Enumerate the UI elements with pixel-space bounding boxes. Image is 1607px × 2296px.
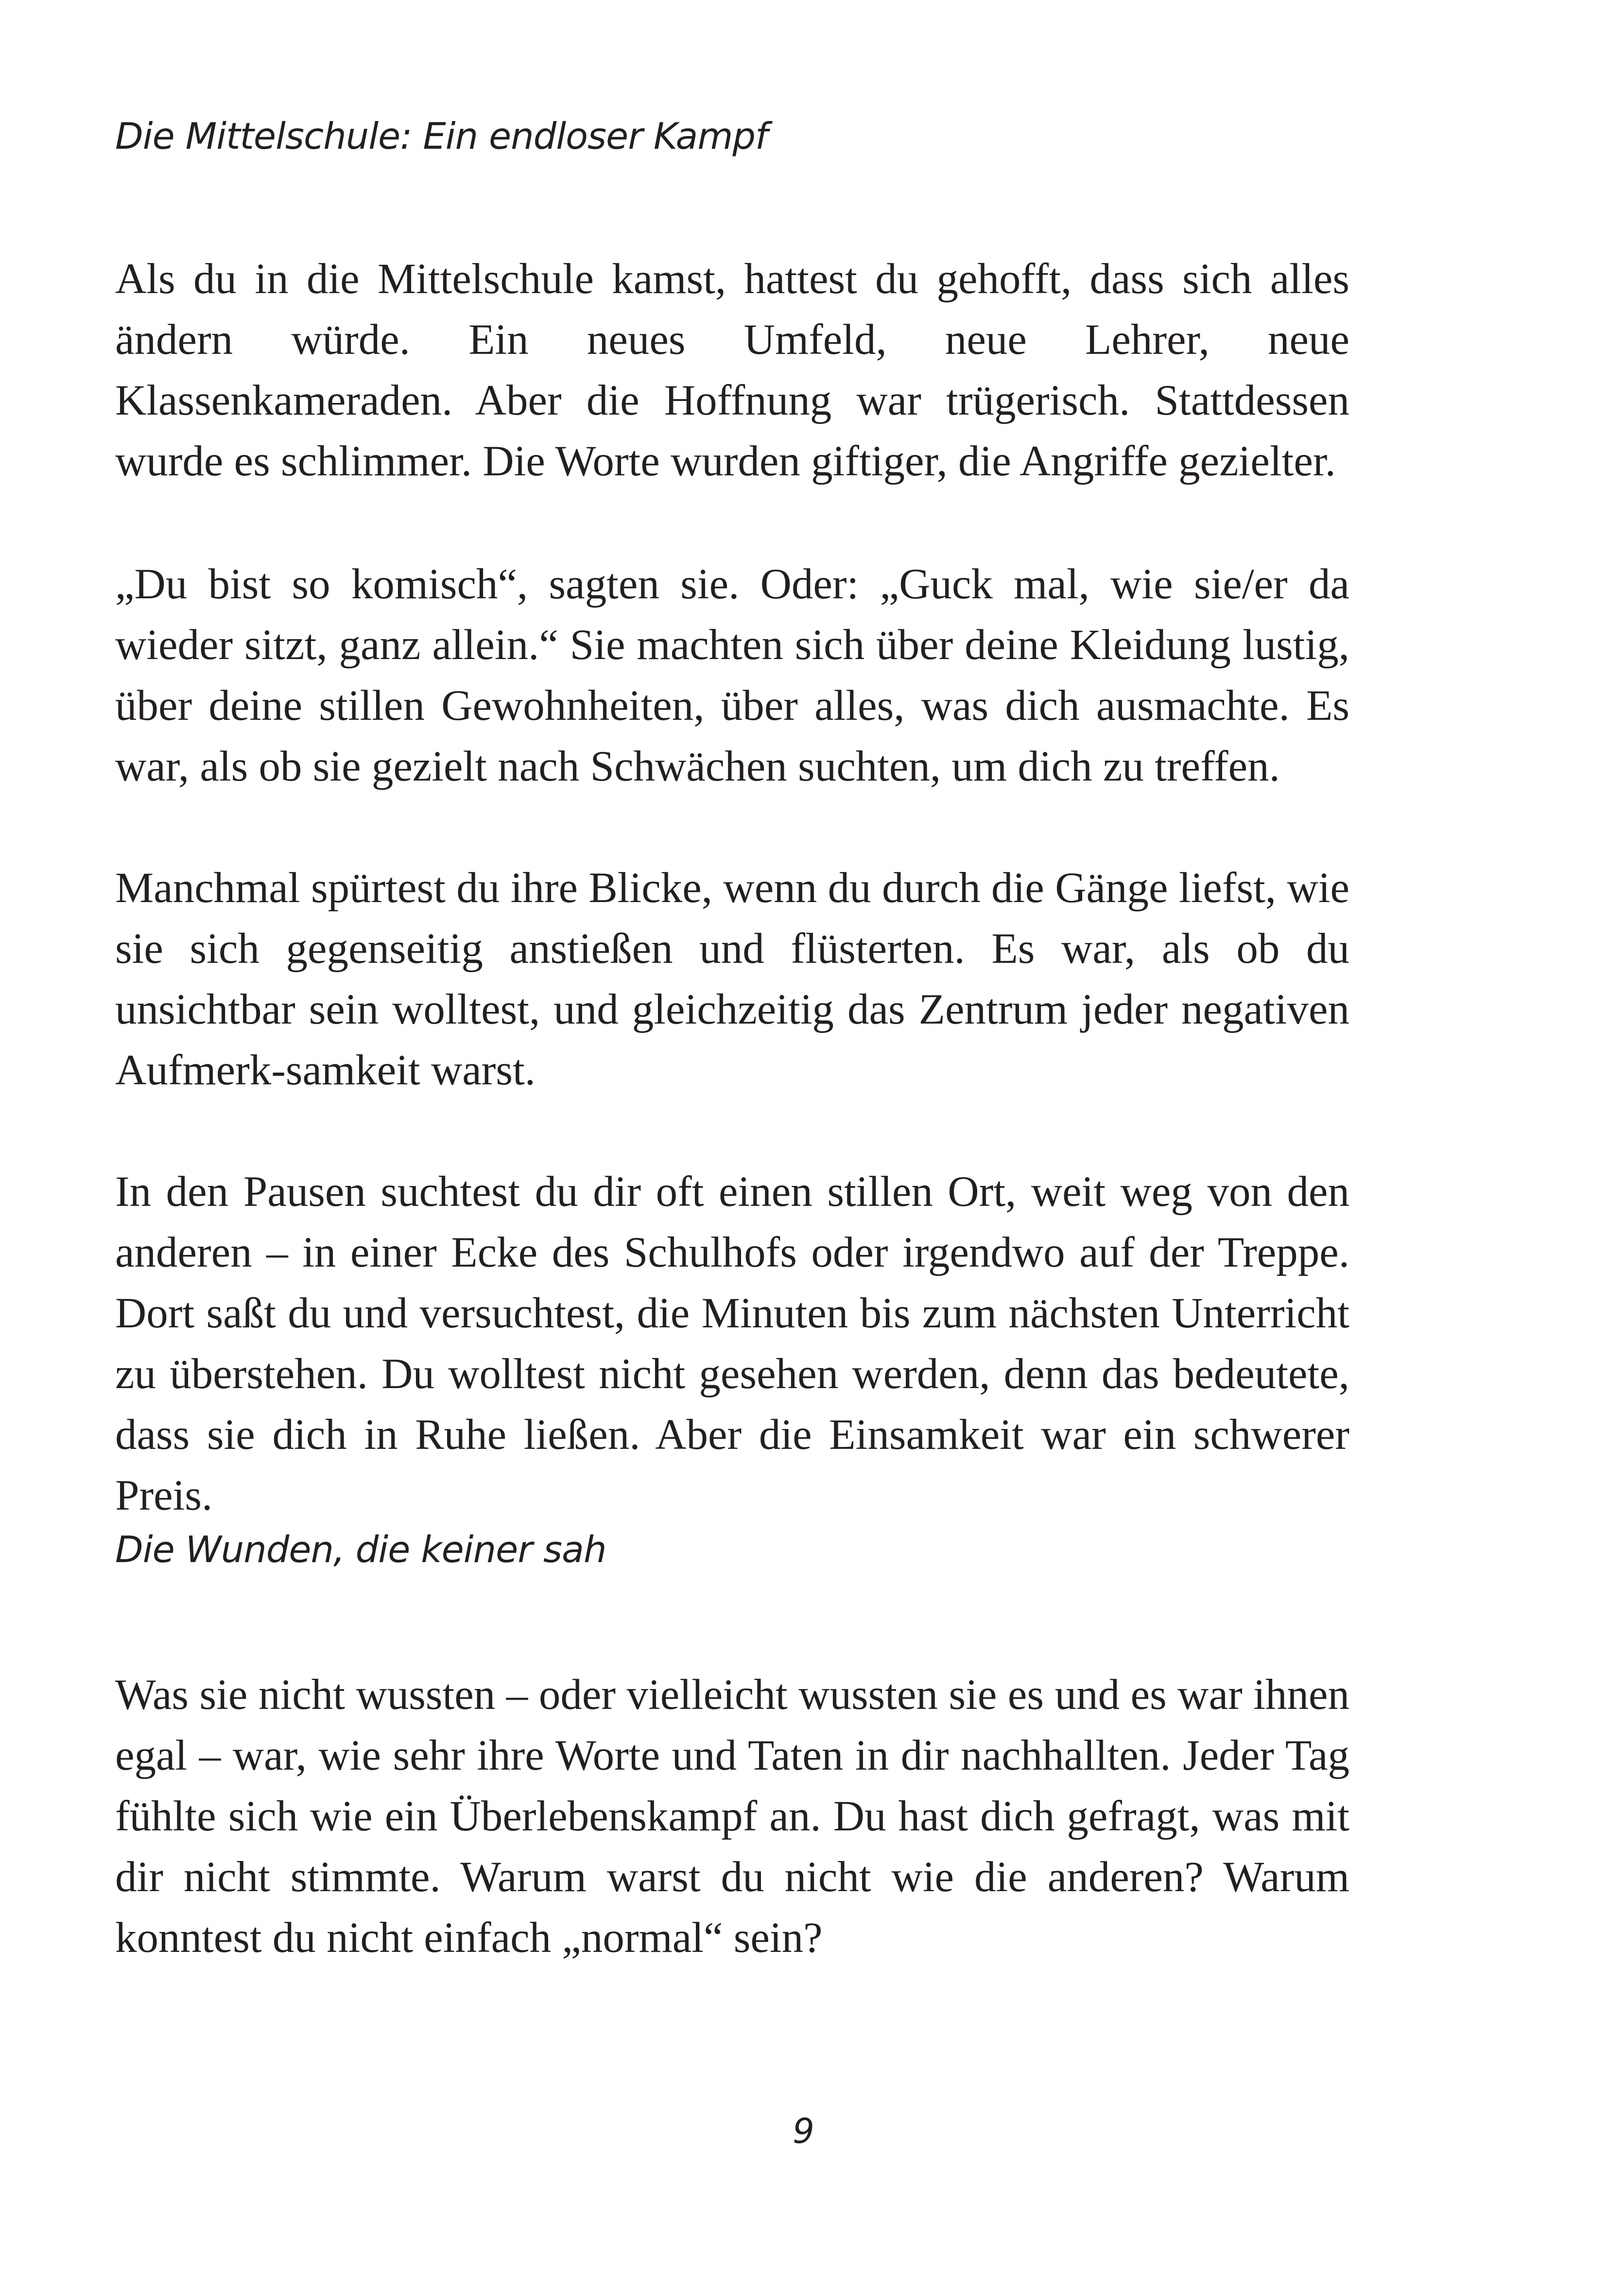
paragraph-hoffnung: Als du in die Mittelschule kamst, hattest du gehofft, dass sich alles ändern würde. Ein neues Umfeld, neue Lehrer, neue Klassenkameraden. Aber die Hoffnung war trügerisch. Stattdessen wurde es schlimmer. Die Worte wurden giftiger, die Angriffe gezielter. [115, 255, 1349, 485]
section-heading-wunden: Die Wunden, die keiner sah [115, 1528, 606, 1571]
section-heading-mittelschule: Die Mittelschule: Ein endloser Kampf [115, 115, 768, 157]
paragraph-blicke: Manchmal spürtest du ihre Blicke, wenn du durch die Gänge liefst, wie sie sich gegenseitig anstießen und flüsterten. Es war, als ob du unsichtbar sein wolltest, und gleichzeitig das Zentrum jeder negativen Aufmerk-samkeit warst. [115, 864, 1349, 1094]
page-number: 9 [793, 2111, 814, 2151]
paragraph-nachhallten: Was sie nicht wussten – oder vielleicht wussten sie es und es war ihnen egal – war, wie sehr ihre Worte und Taten in dir nachhallten. Jeder Tag fühlte sich wie ein Überlebenskampf an. Du hast dich gefragt, was mit dir nicht stimmte. Warum warst du nicht wie die anderen? Warum konntest du nicht einfach „normal“ sein? [115, 1671, 1349, 1962]
paragraph-pausen: In den Pausen suchtest du dir oft einen stillen Ort, weit weg von den anderen – in einer Ecke des Schulhofs oder irgendwo auf der Treppe. Dort saßt du und versuchtest, die Minuten bis zum nächsten Unterricht zu überstehen. Du wolltest nicht gesehen werden, denn das bedeutete, dass sie dich in Ruhe ließen. Aber die Einsamkeit war ein schwerer Preis. [115, 1168, 1349, 1519]
paragraph-komisch: „Du bist so komisch“, sagten sie. Oder: „Guck mal, wie sie/er da wieder sitzt, ganz allein.“ Sie machten sich über deine Kleidung lustig, über deine stillen Gewohnheiten, über alles, was dich ausmachte. Es war, als ob sie gezielt nach Schwächen suchten, um dich zu treffen. [115, 560, 1349, 790]
